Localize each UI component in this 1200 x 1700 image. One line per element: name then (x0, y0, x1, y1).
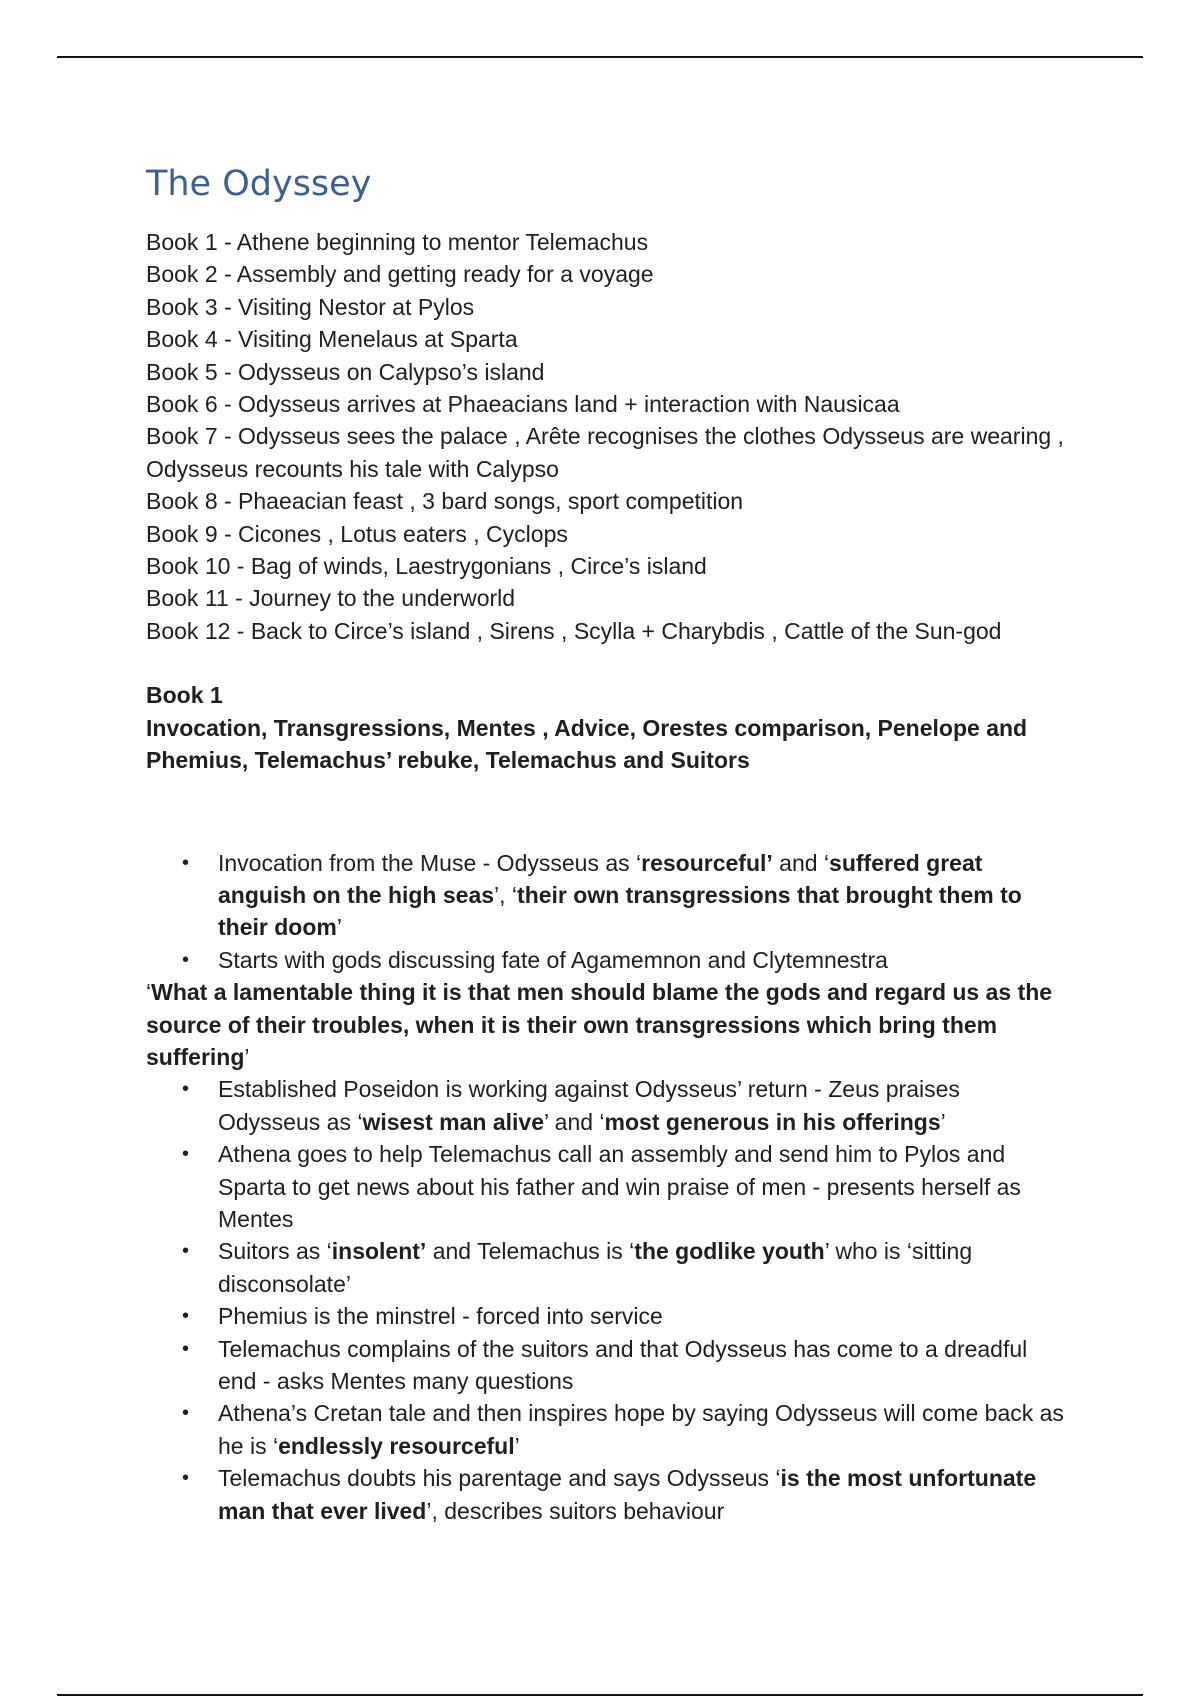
bullet-icon: • (182, 1240, 190, 1263)
list-item: Book 3 - Visiting Nestor at Pylos (146, 293, 475, 320)
bullet-icon: • (182, 1143, 190, 1166)
bullet-icon: • (182, 948, 190, 971)
text: ’ (940, 1108, 946, 1135)
list-item: Book 8 - Phaeacian feast , 3 bard songs, sport competition (146, 488, 744, 515)
quote-open: ‘ (146, 979, 152, 1006)
header-rule (57, 56, 1143, 58)
text: Suitors as ‘ (218, 1238, 332, 1265)
quote (146, 976, 1066, 1073)
footer-rule (57, 1694, 1143, 1696)
text: ’, describes suitors behaviour (426, 1497, 725, 1524)
list-item (146, 1138, 1066, 1235)
bold-text: wisest man alive (362, 1108, 544, 1135)
text: Telemachus doubts his parentage and says Odysseus ‘ (218, 1465, 781, 1492)
bold-text: resourceful’ (641, 849, 773, 876)
bullet-icon: • (182, 1467, 190, 1490)
text: ’, ‘ (494, 881, 518, 908)
text: and Telemachus is ‘ (426, 1238, 635, 1265)
bold-text: is the most unfortunate man that ever lived (218, 1465, 1037, 1524)
list-item (146, 1333, 1066, 1398)
text: Invocation from the Muse - Odysseus as ‘ (218, 849, 642, 876)
text: ’ (336, 914, 342, 941)
bullet-list-b (146, 1073, 1066, 1527)
text: Phemius is the minstrel - forced into service (218, 1303, 663, 1330)
bullet-list-a (146, 847, 1066, 977)
text: Starts with gods discussing fate of Agamemnon and Clytemnestra (218, 946, 888, 973)
bullet-icon: • (182, 1305, 190, 1328)
text: Telemachus complains of the suitors and that Odysseus has come to a dreadful end - asks Mentes many questions (218, 1335, 1028, 1394)
list-item: Book 9 - Cicones , Lotus eaters , Cyclops (146, 520, 568, 547)
list-item: Book 2 - Assembly and getting ready for a voyage (146, 261, 654, 288)
list-item (146, 847, 1066, 944)
bold-text: most generous in his offerings (604, 1108, 941, 1135)
text: and ‘ (772, 849, 830, 876)
list-item (146, 1300, 1066, 1332)
bullet-icon: • (182, 1402, 190, 1425)
bold-text: the godlike youth (634, 1238, 825, 1265)
list-item (146, 1235, 1066, 1300)
bold-text: endlessly resourceful (278, 1432, 515, 1459)
quote-close: ’ (244, 1043, 250, 1070)
bold-text: suffered great anguish on the high seas (218, 849, 983, 908)
bullet-icon: • (182, 851, 190, 874)
list-item: Book 11 - Journey to the underworld (146, 585, 516, 612)
bullet-icon: • (182, 1337, 190, 1360)
text: Athena goes to help Telemachus call an assembly and send him to Pylos and Sparta to get news about his father and win praise of men - presents herself as Mentes (218, 1141, 1021, 1232)
list-item: Book 10 - Bag of winds, Laestrygonians , Circe’s island (146, 553, 707, 580)
list-item: Book 5 - Odysseus on Calypso’s island (146, 358, 545, 385)
document-body (146, 162, 1066, 1527)
list-item: Book 6 - Odysseus arrives at Phaeacians land + interaction with Nausicaa (146, 391, 900, 418)
spacer (146, 777, 1066, 847)
section-subheading: Invocation, Transgressions, Mentes , Advice, Orestes comparison, Penelope and Phemius, Telemachus’ rebuke, Telemachus and Suitors (146, 714, 1028, 774)
text: ’ (514, 1432, 520, 1459)
text: Athena’s Cretan tale and then inspires hope by saying Odysseus will come back as he is ‘ (218, 1400, 1064, 1459)
quote-text: What a lamentable thing it is that men should blame the gods and regard us as the source of their troubles, when it is their own transgressions which bring them suffering (146, 979, 1053, 1070)
list-item (146, 1397, 1066, 1462)
bullet-icon: • (182, 1078, 190, 1101)
list-item: Book 7 - Odysseus sees the palace , Arête recognises the clothes Odysseus are wearing , Odysseus recounts his tale with Calypso (146, 423, 1064, 482)
section-heading: Book 1 (146, 682, 223, 709)
list-item: Book 12 - Back to Circe’s island , Sirens , Scylla + Charybdis , Cattle of the Sun-god (146, 617, 1002, 644)
text: ’ who is ‘sitting disconsolate’ (218, 1238, 973, 1297)
bold-text: insolent’ (331, 1238, 427, 1265)
list-item (146, 944, 1066, 976)
list-item (146, 1073, 1066, 1138)
list-item: Book 4 - Visiting Menelaus at Sparta (146, 326, 518, 353)
page-title: The Odyssey (146, 164, 372, 204)
list-item (146, 1462, 1066, 1527)
text: ’ and ‘ (544, 1108, 605, 1135)
bold-text: their own transgressions that brought them to their doom (218, 881, 1022, 941)
list-item: Book 1 - Athene beginning to mentor Telemachus (146, 229, 649, 255)
text: Established Poseidon is working against Odysseus’ return - Zeus praises Odysseus as ‘ (218, 1076, 960, 1135)
book-summary-list (146, 226, 1066, 647)
